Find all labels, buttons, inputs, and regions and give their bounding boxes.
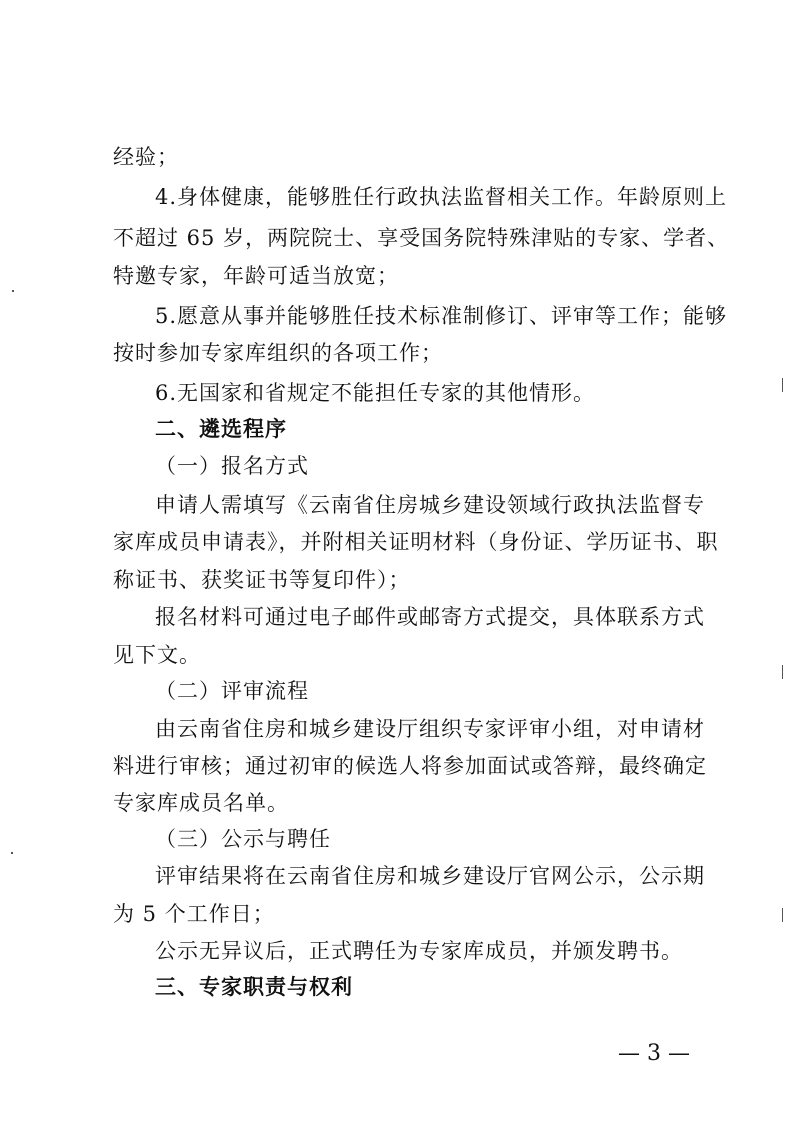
text-line: 由云南省住房和城乡建设厅组织专家评审小组，对申请材	[155, 717, 705, 741]
scan-mark	[782, 665, 783, 679]
subsection-heading: （二）评审流程	[155, 679, 309, 703]
text-line: 4.身体健康，能够胜任行政执法监督相关工作。年龄原则上	[155, 185, 728, 209]
subsection-heading: （一）报名方式	[155, 454, 309, 478]
text-line: 称证书、获奖证书等复印件）；	[113, 568, 411, 592]
text-line: 为 5 个工作日；	[113, 902, 275, 926]
text-line: 申请人需填写《云南省住房城乡建设领域行政执法监督专	[155, 493, 705, 517]
scan-mark	[782, 378, 783, 392]
text-line: 按时参加专家库组织的各项工作；	[113, 341, 443, 365]
page-number: — 3 —	[618, 1041, 690, 1066]
text-line: 经验；	[113, 145, 179, 169]
text-line: 5.愿意从事并能够胜任技术标准制修订、评审等工作；能够	[155, 304, 728, 328]
text-line: 公示无异议后，正式聘任为专家库成员，并颁发聘书。	[155, 939, 683, 963]
text-line: 见下文。	[113, 643, 201, 667]
scan-mark	[12, 290, 14, 292]
scan-mark	[782, 908, 783, 922]
text-line: 料进行审核；通过初审的候选人将参加面试或答辩，最终确定	[113, 754, 707, 778]
text-line: 专家库成员名单。	[113, 791, 289, 815]
text-line: 报名材料可通过电子邮件或邮寄方式提交，具体联系方式	[155, 605, 705, 629]
subsection-heading: （三）公示与聘任	[155, 827, 331, 851]
text-line: 特邀专家，年龄可适当放宽；	[113, 264, 399, 288]
section-heading: 二、遴选程序	[155, 417, 287, 441]
scan-mark	[11, 852, 13, 854]
text-line: 家库成员申请表》，并附相关证明材料（身份证、学历证书、职	[113, 530, 719, 554]
section-heading: 三、专家职责与权利	[155, 975, 353, 999]
text-line: 评审结果将在云南省住房和城乡建设厅官网公示，公示期	[155, 864, 705, 888]
text-line: 6.无国家和省规定不能担任专家的其他情形。	[155, 381, 596, 405]
text-line: 不超过 65 岁，两院院士、享受国务院特殊津贴的专家、学者、	[113, 226, 730, 250]
